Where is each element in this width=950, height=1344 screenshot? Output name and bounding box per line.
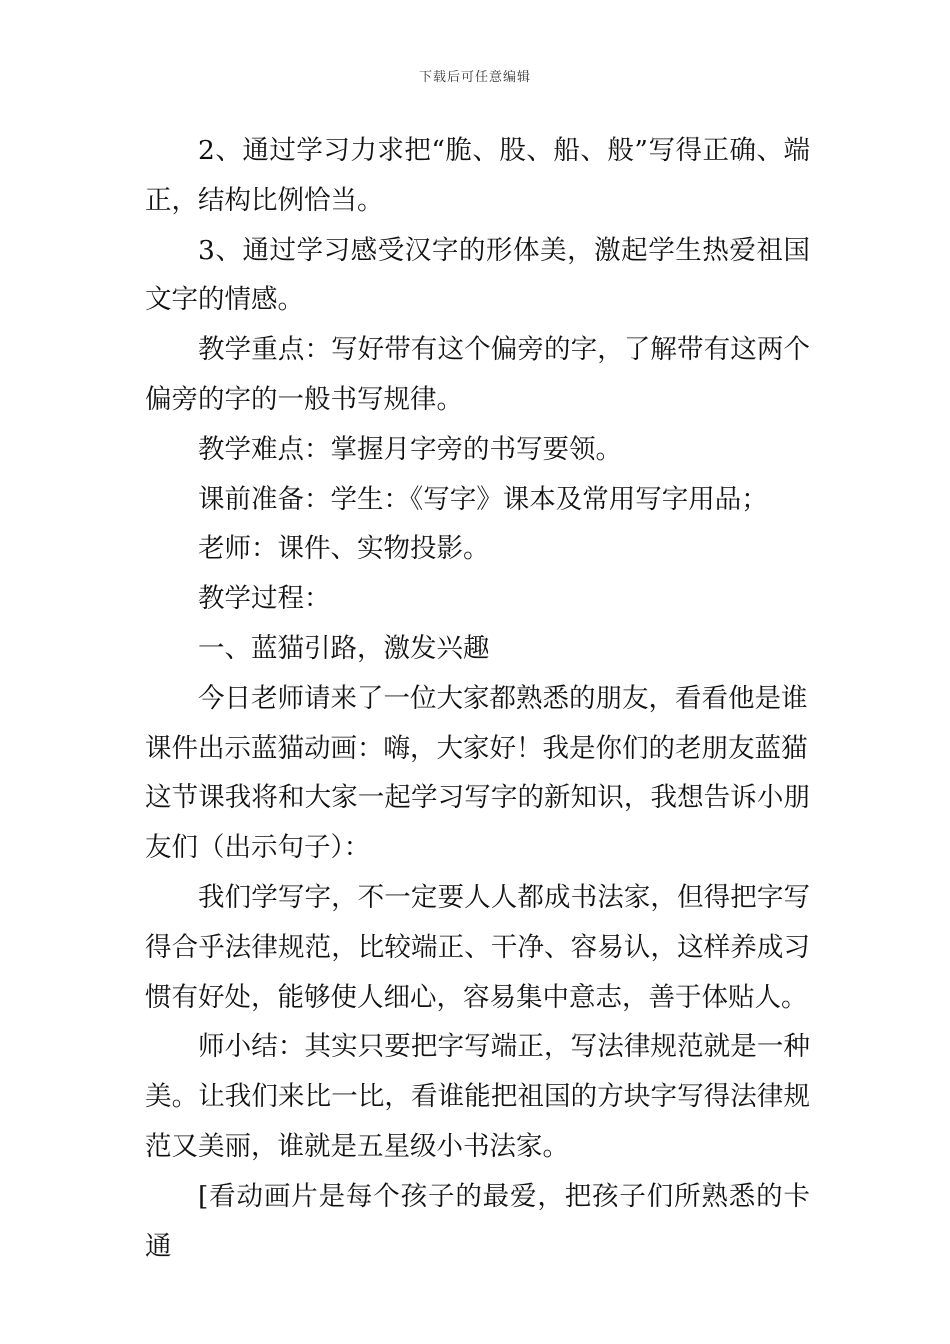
paragraph: [看动画片是每个孩子的最爱，把孩子们所熟悉的卡通 — [145, 1180, 810, 1262]
paragraph: 课前准备：学生：《写字》课本及常用写字用品； — [198, 483, 768, 515]
paragraph: 2、通过学习力求把“脆、股、船、般”写得正确、端正，结构比例恰当。 — [145, 135, 810, 216]
document-body — [145, 126, 810, 1271]
paragraph: 教学难点：掌握月字旁的书写要领。 — [198, 433, 622, 465]
paragraph: 这节课我将和大家一起学习写字的新知识，我想告诉小朋友们（出示句子）： — [145, 782, 810, 864]
paragraph: 我们学写字，不一定要人人都成书法家，但得把字写得合乎法律规范，比较端正、干净、容易认，这样养成习惯有好处，能够使人细心，容易集中意志，善于体贴人。 — [145, 881, 810, 1013]
paragraph: 3、通过学习感受汉字的形体美，激起学生热爱祖国文字的情感。 — [145, 234, 810, 316]
paragraph: 教学重点：写好带有这个偏旁的字，了解带有这两个偏旁的字的一般书写规律。 — [145, 334, 810, 415]
paragraph: 师小结：其实只要把字写端正，写法律规范就是一种美。让我们来比一比，看谁能把祖国的方块字写得法律规范又美丽，谁就是五星级小书法家。 — [145, 1031, 810, 1162]
paragraph: 课件出示蓝猫动画：嗨，大家好！我是你们的老朋友蓝猫 — [145, 732, 808, 764]
paragraph: 今日老师请来了一位大家都熟悉的朋友，看看他是谁 — [198, 682, 808, 714]
page-header: 下载后可任意编辑 — [418, 70, 531, 85]
paragraph: 老师：课件、实物投影。 — [198, 533, 490, 565]
paragraph: 教学过程： — [198, 583, 331, 615]
section-heading: 一、蓝猫引路，激发兴趣 — [198, 632, 490, 664]
